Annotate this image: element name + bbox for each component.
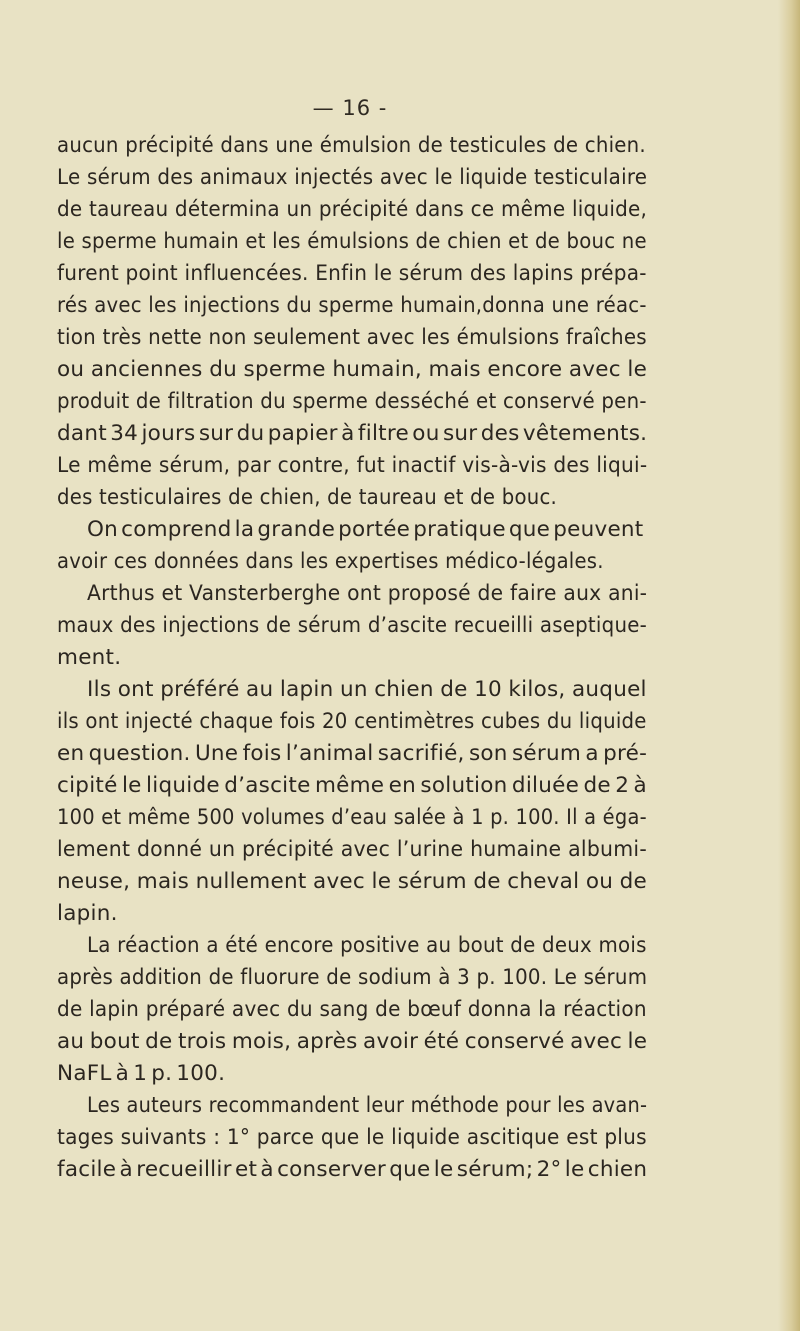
text-line-22: 100 et même 500 volumes d’eau salée à 1 p. 100. Il a éga- — [57, 805, 647, 830]
text-line-30: NaFL à 1 p. 100. — [57, 1061, 226, 1086]
text-line-17: ment. — [57, 645, 122, 670]
text-line-15: Arthus et Vansterberghe ont proposé de faire aux ani- — [87, 581, 648, 606]
text-line-7: tion très nette non seulement avec les émulsions fraîches — [57, 325, 647, 350]
text-line-4: le sperme humain et les émulsions de chien et de bouc ne — [57, 229, 647, 254]
text-line-10: dant 34 jours sur du papier à filtre ou sur des vêtements. — [57, 421, 648, 446]
text-line-20: en question. Une fois l’animal sacrifié, son sérum a pré- — [57, 741, 648, 766]
text-line-3: de taureau détermina un précipité dans ce même liquide, — [57, 197, 648, 222]
text-line-14: avoir ces données dans les expertises médico-légales. — [57, 549, 604, 574]
text-line-6: rés avec les injections du sperme humain,donna une réac- — [57, 293, 647, 318]
text-line-21: cipité le liquide d’ascite même en solution diluée de 2 à — [57, 773, 647, 798]
text-line-32: tages suivants : 1° parce que le liquide ascitique est plus — [57, 1125, 647, 1150]
text-line-33: facile à recueillir et à conserver que le sérum; 2° le chien — [57, 1157, 648, 1182]
text-line-27: après addition de fluorure de sodium à 3 p. 100. Le sérum — [57, 965, 648, 990]
text-line-8: ou anciennes du sperme humain, mais encore avec le — [57, 357, 648, 382]
text-line-5: furent point influencées. Enfin le sérum des lapins prépa- — [57, 261, 647, 286]
text-line-11: Le même sérum, par contre, fut inactif vis-à-vis des liqui- — [57, 453, 648, 478]
text-line-13: On comprend la grande portée pratique que peuvent — [87, 517, 644, 542]
text-line-31: Les auteurs recommandent leur méthode pour les avan- — [87, 1093, 648, 1118]
text-line-26: La réaction a été encore positive au bout de deux mois — [87, 933, 647, 958]
text-line-1: aucun précipité dans une émulsion de testicules de chien. — [57, 133, 646, 158]
text-line-12: des testiculaires de chien, de taureau et de bouc. — [57, 485, 557, 510]
text-line-25: lapin. — [57, 901, 118, 926]
text-line-9: produit de filtration du sperme desséché et conservé pen- — [57, 389, 647, 414]
text-line-18: Ils ont préféré au lapin un chien de 10 kilos, auquel — [87, 677, 647, 702]
text-line-24: neuse, mais nullement avec le sérum de cheval ou de — [57, 869, 648, 894]
text-line-28: de lapin préparé avec du sang de bœuf donna la réaction — [57, 997, 647, 1022]
page-number: — 16 - — [312, 96, 388, 120]
text-line-23: lement donné un précipité avec l’urine humaine albumi- — [57, 837, 647, 862]
text-line-29: au bout de trois mois, après avoir été conservé avec le — [57, 1029, 648, 1054]
text-line-19: ils ont injecté chaque fois 20 centimètres cubes du liquide — [57, 709, 647, 734]
text-line-16: maux des injections de sérum d’ascite recueilli aseptique- — [57, 613, 647, 638]
page-edge-shadow — [778, 0, 800, 1331]
text-line-2: Le sérum des animaux injectés avec le liquide testiculaire — [57, 165, 648, 190]
